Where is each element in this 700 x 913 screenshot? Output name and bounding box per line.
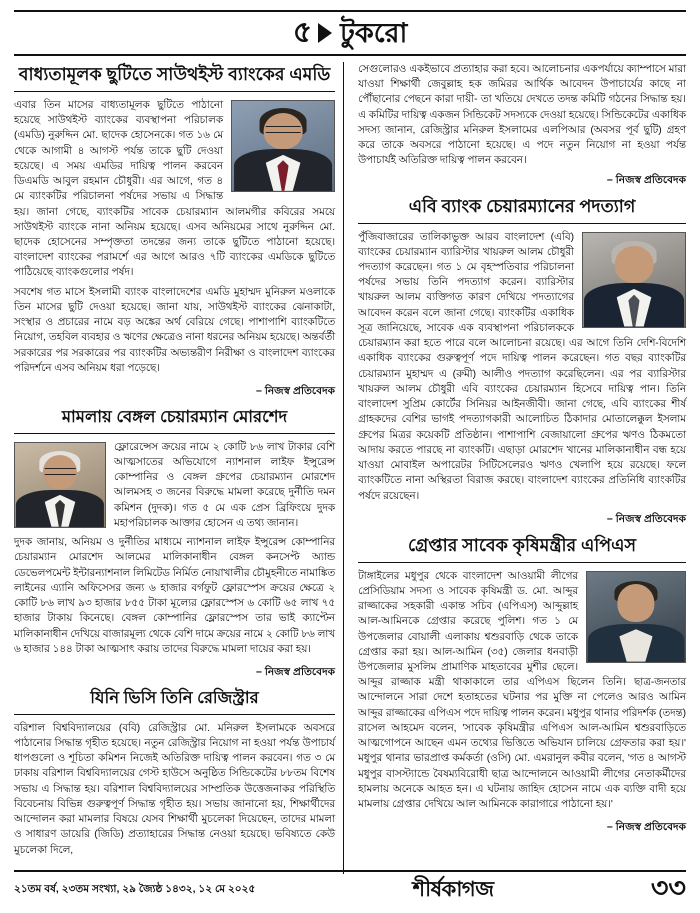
issue-info: ২১তম বর্ষ, ২৩তম সংখ্যা, ২৯ জ্যৈষ্ঠ ১৪৩২, ১২ মে ২০২৫ (14, 882, 256, 895)
article-photo (231, 100, 335, 192)
paragraph: ফ্লোরেন্সেস ক্রয়ের নামে ২ কোটি ৮৬ লাখ টাকার বেশি আত্মসাতের অভিযোগে ন্যাশনাল লাইফ ইন্সুরেন্স কোম্পানির ও বেঙ্গল গ্রুপের চেয়ারম্যান মোরশেদ আলমসহ ৩ জনের বিরুদ্ধে মামলা করেছে দুর্নীতি দমন কমিশন (দুদক)। গত ৫ মে এক প্রেস ব্রিফিংয়ে দুদক মহাপরিচালক আক্তার হোসেন এ তথ্য জানান। (114, 441, 336, 529)
article-headline: যিনি ভিসি তিনি রেজিস্ট্রার (90, 689, 259, 707)
article-byline: – নিজস্ব প্রতিবেদক (606, 173, 686, 186)
logo-mark: ৫ (292, 16, 311, 49)
masthead-inner (293, 18, 408, 48)
paragraph: সেগুলোরও একইভাবে প্রত্যাহার করা হবে। আলোচনার একপর্যায়ে ক্যাম্পাসে মারা যাওয়া শিক্ষার্থী জেবুল্লাহ হক জমিরর আর্থিক আবেদন উপাচার্যের কাছে না পৌঁছানোর পেছনে কারা দায়ী- তা খতিয়ে দেখতে তদন্ত কমিটি গঠনের সিদ্ধান্ত হয়। এ কমিটির দায়িত্ব একজন সিন্ডিকেট সদস্যকে দেওয়া হয়েছে। সিন্ডিকেটের একাধিক সদস্য জানান, রেজিস্ট্রার মনিরুল ইসলামের এলপিআর (অবসর পূর্ব ছুটি) গ্রহণ করে তাকে অবসরে পাঠানো হয়েছে। এ পদে নতুন নিয়োগ না হওয়া পর্যন্ত উপাচার্যই অতিরিক্ত দায়িত্ব পালন করবেন। (358, 64, 686, 167)
head-shape (615, 246, 654, 284)
article-byline: – নিজস্ব প্রতিবেদক (606, 821, 686, 834)
article-photo (14, 442, 106, 528)
paragraph: টাঙ্গাইলের মধুপুর থেকে বাংলাদেশ আওয়ামী লীগের প্রেসিডিয়াম সদস্য ও সাবেক কৃষিমন্ত্রী ড. মো. আব্দুর রাজ্জাকের সহকারী একান্ত সচিব (এপিএস) আব্দুল্লাহ আল-আমিনকে গ্রেপ্তার করেছে পুলিশ। গত ১ মে উপজেলার বোয়ালী এলাকায় শ্বশুরবাড়ি থেকে তাকে গ্রেপ্তার করা হয়। আল-আমিন (৩৫) জেলার ধনবাড়ী উপজেলার মুসলিম প্রামাণিক মাহতাবের মুশীর ছেলে। আব্দুর রাজ্জাক মন্ত্রী থাকাকালে তার এপিএস ছিলেন তিনি। ছাত্র-জনতার আন্দোলনে সারা দেশে হতাহতের ঘটনার পর মুক্তি না পেলেও আরও আমিন আব্দুর রাজ্জাকের এপিএস পদে দায়িত্ব পালন করেন। মধুপুর থানার পরিদর্শক (তদন্ত) রাসেল আহমেদ বলেন, 'সাবেক কৃষিমন্ত্রীর এপিএস আল-আমিন শ্বশুরবাড়িতে আত্মগোপনে আছেন এমন তথ্যের ভিত্তিতে অভিযান চালিয়ে গ্রেফতার করা হয়।' মধুপুর থানার ভারপ্রাপ্ত কর্মকর্তা (ওসি) মো. এমরানুল কবীর বলেন, 'গত ৪ আগস্ট মধুপুর বাসস্ট্যান্ডে বৈষম্যবিরোধী ছাত্র আন্দোলনে আওয়ামী লীগের নেতাকর্মীদের হামলায় অনেকে আহত হন। এ ঘটনায় জাহিদ হোসেন নামে এক ব্যক্তি বাদী হয়ে মামলায় গ্রেপ্তার দেখিয়ে আল আমিনকে কারাগারে পাঠানো হয়।' (358, 570, 686, 811)
article-ab-bank-chairman-resign (358, 196, 686, 529)
divider (358, 562, 686, 563)
article-vc-registrar-continued (358, 62, 686, 190)
paragraph: এবার তিন মাসের বাধ্যতামূলক ছুটিতে পাঠানো হয়েছে সাউথইস্ট ব্যাংকের ব্যবস্থাপনা পরিচালক (এমডি) নুরুদ্দিন মো. ছাদেক হোসেনকে। গত ১৬ মে থেকে আগামী ৪ আগস্ট পর্যন্ত তাকে ছুটি দেওয়া হয়েছে। এ সময় এমডির দায়িত্ব পালন করবেন ডিএমডি আবুল রহমান চৌধুরী। এর আগে, গত ৪ মে ব্যাংকটির পরিচালনা পর্ষদের সভায় এ সিদ্ধান্ত হয়। জানা গেছে, ব্যাংকটির সাবেক চেয়ারম্যান আলমগীর কবিরের সময়ে সাউথইস্ট ব্যাংকে নানা অনিয়ম হয়েছে। এসব অনিয়মের সাথে নুরুদ্দিন মো. ছাদেক হোসেনের সম্পৃক্ততা তদন্তের জন্য তাকে ছুটিতে পাঠানো হয়েছে। বাংলাদেশ ব্যাংকের পরামর্শে এর আগে আরও ৭টি ব্যাংকের এমডিকে ছুটিতে পাঠিয়েছে ব্যাংকগুলোর পর্ষদ। (14, 99, 336, 279)
article-vc-registrar (14, 688, 335, 858)
head-shape (617, 584, 654, 622)
article-byline: – নিজস্ব প্রতিবেদক (606, 512, 686, 525)
portrait-illustration (587, 572, 685, 662)
divider (358, 223, 686, 224)
paragraph: সবশেষ গত মাসে ইসলামী ব্যাংক বাংলাদেশের এমডি মুহাম্মদ মুনিরুল মওলাকে তিন মাসের ছুটি দেওয়া হয়েছে। জানা যায়, সাউথইস্ট ব্যাংকের ঝেনাকাটা, সংস্থার ও প্রচারের নামে বড় অঙ্কের অর্থ বেরিয়ে গেছে। পাশাপাশি ব্যাংকটিতে নিয়োগ, তহবিল ব্যবহার ও ঋণের ক্ষেত্রেও নানা ধরনের অনিয়ম হয়েছে। অন্তর্বর্তী সরকারের পর সরকারের পর ব্যাংকটির অভ্যন্তরীণ নিরীক্ষা ও বাংলাদেশ ব্যাংকের পরিদর্শনে এসব অনিয়ম ধরা পড়েছে। (14, 286, 336, 374)
article-photo (586, 571, 686, 663)
paragraph: বরিশাল বিশ্ববিদ্যালয়ের (ববি) রেজিস্ট্রার মো. মনিরুল ইসলামকে অবসরে পাঠানোর সিদ্ধান্ত গৃহীত হয়েছে। নতুন রেজিস্ট্রার নিয়োগ না হওয়া পর্যন্ত উপাচার্য ধাপগুলো ও শূচিতা কমিশন নিজেই অতিরিক্ত দায়িত্ব পালন করবেন। গত ৩ মে ঢাকায় বরিশাল বিশ্ববিদ্যালয়ের গেস্ট হাউসে অনুষ্ঠিত সিন্ডিকেটের ৮৮তম বিশেষ সভায় এ সিদ্ধান্ত হয়। বরিশাল বিশ্ববিদ্যালয়ের সাম্প্রতিক উত্তেজনাকর পরিস্থিতি বিবেচনায় বিভিন্ন গুরুত্বপূর্ণ সিদ্ধান্ত গৃহীত হয়। সভায় জানানো হয়, শিক্ষার্থীদের আন্দোলন করা মামলার বিষয়ে যেসব শিক্ষার্থী মুচলেকা দিয়েছেন, তাদের মামলা ও সাধারণ ডায়েরি (জিডি) প্রত্যাহারের সিদ্ধান্ত নেওয়া হয়েছে। ভবিষ্যতে কেউ মুচলেকা দিলে, (14, 722, 336, 856)
page-footer (14, 870, 686, 904)
article-headline: এবি ব্যাংক চেয়ারম্যানের পদত্যাগ (408, 195, 636, 216)
columns-container (14, 62, 686, 874)
page-number: ৩৩ (650, 872, 686, 903)
divider (14, 91, 335, 92)
article-byline: – নিজস্ব প্রতিবেদক (255, 666, 336, 678)
article-aps-arrested (358, 535, 686, 838)
article-southeast-bank-md (14, 64, 335, 401)
portrait-illustration (15, 443, 105, 527)
glasses-shape (266, 126, 301, 133)
glasses-shape (45, 468, 76, 475)
article-body (14, 721, 335, 858)
play-triangle-icon (318, 23, 332, 43)
section-title: টুকরো (340, 17, 408, 48)
divider (14, 433, 335, 434)
article-photo (582, 232, 686, 328)
paragraph: দুদক জানায়, অনিয়ম ও দুর্নীতির মাধ্যমে ন্যাশনাল লাইফ ইন্সুরেন্স কোম্পানির চেয়ারম্যান মোরশেদ আলমের মালিকানাধীন বেঙ্গল কনসেপ্ট অ্যান্ড ডেভেলপমেন্ট ইন্টারন্যাশনাল লিমিটেড নির্মিত নোয়াখালীর চৌমুহনীতে নামাঙ্কিত লাইনের এ্যানি অফিসেসর জন্য ৬ হাজার বর্গফুট ফ্লোরস্পেস ক্রয়ের ক্ষেত্রে ২ কোটি ৮৬ লাখ ৯৩ হাজার ৮৫৫ টাকা মূল্যের ফ্লোরস্পেস ৬ কোটি ৬৫ লাখ ৭৫ হাজার টাকায় কিনেছে। বেঙ্গল কোম্পানির ফ্লোরস্পেস তার ভাই ক্যাপ্টেন মালিকানাধীন দেখিয়ে বাজারমূল্য থেকে বেশি দামে ক্রয়ের নামে ২ কোটি ৮৬ লাখ ৬ হাজার ১৪৪ টাকা আত্মসাৎ করায় তাদের বিরুদ্ধে মামলা দায়ের করা হয়। (14, 537, 336, 655)
portrait-illustration (232, 101, 334, 191)
article-body (358, 62, 686, 169)
article-bengal-chairman-case (14, 407, 335, 682)
article-headline: মামলায় বেঙ্গল চেয়ারম্যান মোরশেদ (61, 408, 288, 427)
right-column (356, 62, 686, 874)
divider (14, 714, 335, 715)
masthead (14, 10, 686, 56)
paragraph: পুঁজিবাজারের তালিকাভুক্ত আরব বাংলাদেশ (এবি) ব্যাংকের চেয়ারম্যান ব্যারিস্টার খায়রুল আলম চৌধুরী পদত্যাগ করেছেন। গত ১ মে বৃহস্পতিবার পরিচালনা পর্ষদের সভায় তিনি পদত্যাগ করেন। ব্যারিস্টার খায়রুল আলম ব্যক্তিগত কারণ দেখিয়ে পদত্যাগের আবেদন করেন বলে জানা গেছে। ব্যাংকটির একাধিক সূত্র জানিয়েছে, সাবেক এক ব্যবস্থাপনা পরিচালককে চেয়ারম্যান করা হতে পারে বলে আলোচনা রয়েছে। এর আগে তিনি দেশি-বিদেশি একাধিক ব্যাংকের গুরুত্বপূর্ণ পদে দায়িত্ব পালন করেছেন। গত বছর ব্যাংকটির চেয়ারম্যান মুহাম্মদ এ (রুমী) আলীও পদত্যাগ করেছিলেন। এর পর ব্যারিস্টার খায়রুল আলম চৌধুরী এবি ব্যাংকের চেয়ারম্যান হিসেবে দায়িত্ব পান। তিনি বাংলাদেশ সুপ্রিম কোর্টের সিনিয়র আইনজীবী। জানা গেছে, এবি ব্যাংকের শীর্ষ গ্রাহকদের বেশির ভাগই পদত্যাগকারী আলোচিত ঠিকাদার মোতালেক্কুল ইসলাম গ্রুপের মিত্রর কয়েকটি প্রতিষ্ঠান। পাশাপাশি বেজায়ালো গ্রুপের ঋণও ঠিকমতো আদায় করতে পারছে না ব্যাংকটি। এছাড়া মোরশেদ খানের মালিকানাধীন বন্ধ হয়ে যাওয়া মোবাইল অপারেটর সিটিসেলেরও ঋণও খেলাপি হয়ে রয়েছে। ফলে ব্যাংকটিতে নানা অস্থিরতা বিরাজ করছে। বাংলাদেশ ব্যাংকের প্রতিনিধি ব্যাংকটির পর্ষদে রয়েছেন। (358, 231, 686, 502)
article-headline: বাধ্যতামূলক ছুটিতে সাউথইস্ট ব্যাংকের এমডি (18, 64, 331, 84)
left-column (14, 62, 344, 874)
article-byline: – নিজস্ব প্রতিবেদক (255, 385, 336, 398)
article-headline: গ্রেপ্তার সাবেক কৃষিমন্ত্রীর এপিএস (408, 534, 637, 555)
portrait-illustration (583, 233, 685, 327)
publication-name: শীর্ষকাগজ (412, 877, 494, 901)
